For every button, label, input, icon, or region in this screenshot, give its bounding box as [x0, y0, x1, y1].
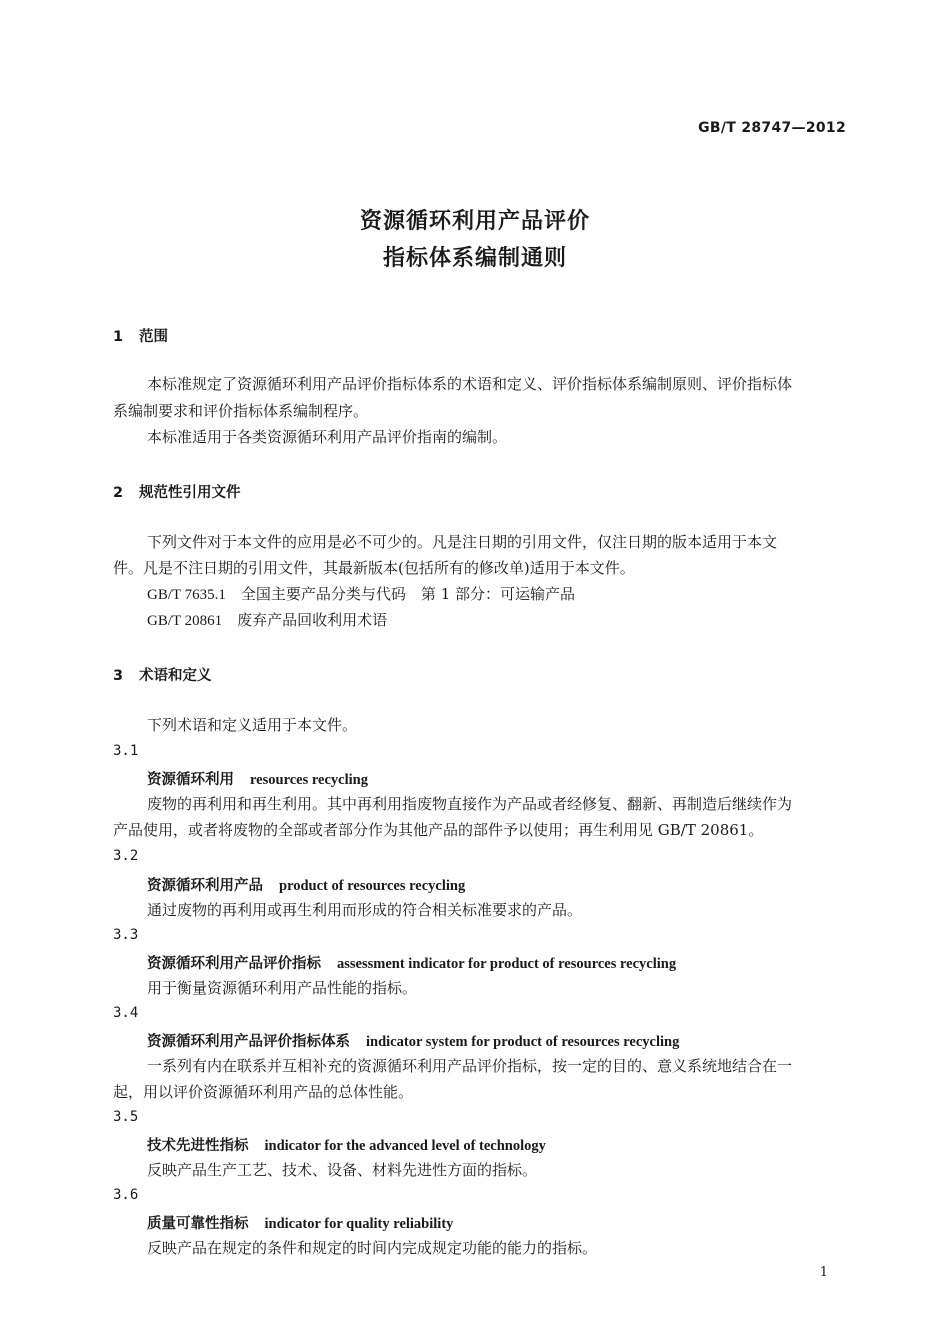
section-number: 1	[113, 329, 124, 345]
section-2-heading	[113, 481, 241, 502]
normative-reference	[147, 581, 575, 609]
term-definition: 反映产品生产工艺、技术、设备、材料先进性方面的指标。	[147, 1161, 538, 1179]
section-number: 2	[113, 485, 124, 501]
reference-code: GB/T 20861	[147, 613, 223, 629]
term-zh: 质量可靠性指标	[147, 1216, 249, 1232]
section-number: 3	[113, 668, 124, 684]
document-title-line1: 资源循环利用产品评价	[359, 209, 590, 234]
term-en: indicator for the advanced level of technology	[264, 1138, 546, 1154]
term-entry	[147, 768, 368, 789]
term-definition: 通过废物的再利用或再生利用而形成的符合相关标准要求的产品。	[147, 901, 583, 919]
paragraph-line: 本标准适用于各类资源循环利用产品评价指南的编制。	[147, 428, 508, 446]
standard-number: GB/T 28747—2012	[698, 120, 846, 136]
paragraph-line: 本标准规定了资源循环利用产品评价指标体系的术语和定义、评价指标体系编制原则、评价指标体	[147, 375, 793, 393]
term-entry	[147, 1030, 679, 1051]
term-en: assessment indicator for product of resources recycling	[337, 956, 677, 972]
term-number: 3.3	[113, 927, 139, 943]
section-3-heading	[113, 664, 212, 685]
term-en: resources recycling	[250, 772, 368, 788]
term-entry	[147, 1212, 453, 1233]
section-title: 范围	[139, 329, 168, 345]
paragraph-line: 系编制要求和评价指标体系编制程序。	[113, 402, 369, 420]
term-definition: 产品使用，或者将废物的全部或者部分作为其他产品的部件予以使用；再生利用见 GB/T 20861。	[113, 821, 764, 839]
term-number: 3.6	[113, 1187, 139, 1203]
section-title: 规范性引用文件	[139, 485, 241, 501]
term-zh: 技术先进性指标	[147, 1138, 249, 1154]
term-zh: 资源循环利用	[147, 772, 234, 788]
reference-title: 废弃产品回收利用术语	[237, 611, 388, 629]
page-number: 1	[819, 1265, 828, 1280]
term-number: 3.5	[113, 1109, 139, 1125]
term-zh: 资源循环利用产品评价指标体系	[147, 1034, 350, 1050]
term-definition: 废物的再利用和再生利用。其中再利用指废物直接作为产品或者经修复、翻新、再制造后继续作为	[147, 795, 793, 813]
section-title: 术语和定义	[139, 668, 212, 684]
paragraph-line: 下列文件对于本文件的应用是必不可少的。凡是注日期的引用文件，仅注日期的版本适用于本文	[147, 533, 778, 551]
reference-title: 全国主要产品分类与代码 第 1 部分：可运输产品	[240, 585, 576, 603]
section-1-heading	[113, 325, 168, 346]
term-number: 3.4	[113, 1005, 139, 1021]
term-en: indicator system for product of resources recycling	[366, 1034, 680, 1050]
term-number: 3.2	[113, 848, 139, 864]
term-en: indicator for quality reliability	[264, 1216, 454, 1232]
term-en: product of resources recycling	[279, 878, 466, 894]
term-definition: 一系列有内在联系并互相补充的资源循环利用产品评价指标，按一定的目的、意义系统地结合在一	[147, 1057, 793, 1075]
paragraph-line: 下列术语和定义适用于本文件。	[147, 716, 358, 734]
paragraph-line: 件。凡是不注日期的引用文件，其最新版本(包括所有的修改单)适用于本文件。	[113, 559, 635, 577]
document-title-line2: 指标体系编制通则	[382, 246, 567, 271]
term-zh: 资源循环利用产品评价指标	[147, 956, 321, 972]
term-entry	[147, 952, 676, 973]
term-number: 3.1	[113, 743, 139, 759]
term-entry	[147, 1134, 546, 1155]
term-definition: 用于衡量资源循环利用产品性能的指标。	[147, 979, 418, 997]
term-definition: 起，用以评价资源循环利用产品的总体性能。	[113, 1083, 414, 1101]
normative-reference	[147, 607, 387, 635]
reference-code: GB/T 7635.1	[147, 587, 226, 603]
term-zh: 资源循环利用产品	[147, 878, 263, 894]
term-entry	[147, 874, 465, 895]
term-definition: 反映产品在规定的条件和规定的时间内完成规定功能的能力的指标。	[147, 1239, 598, 1257]
